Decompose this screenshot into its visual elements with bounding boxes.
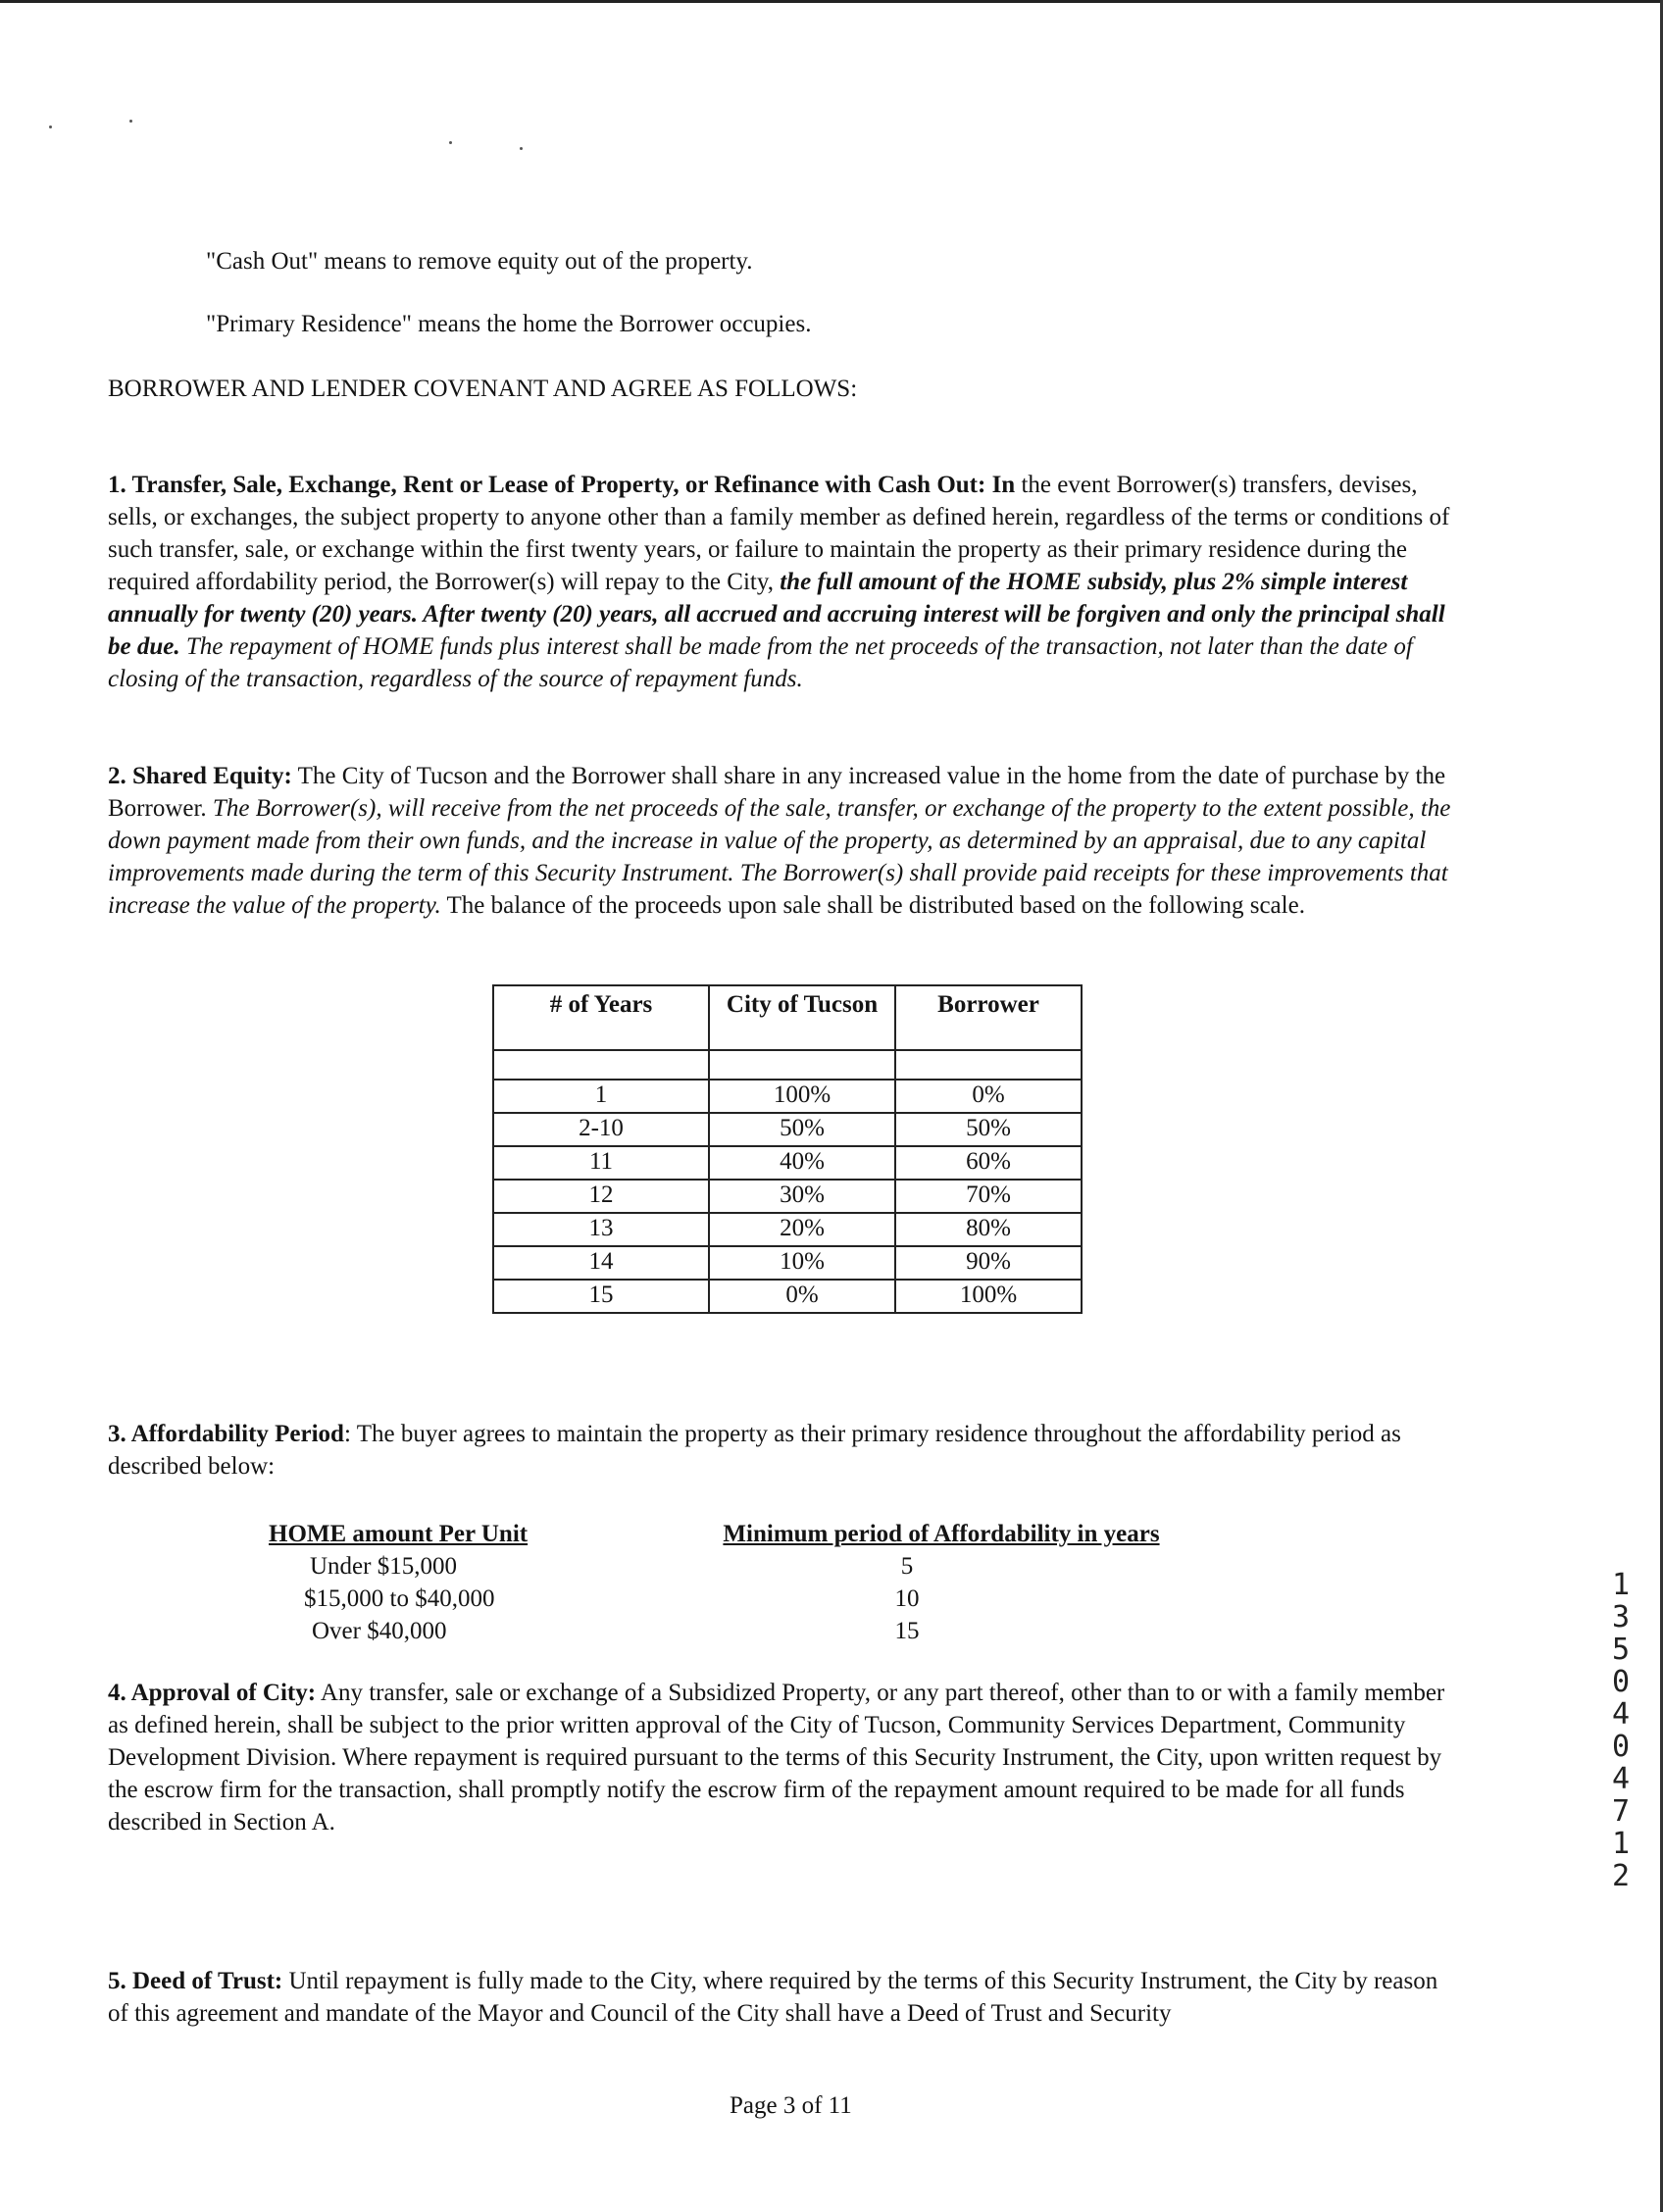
table-row [493, 1213, 1082, 1246]
table-cell-city: 0% [709, 1280, 895, 1313]
section-2-title: 2. Shared Equity: [108, 763, 292, 789]
affordability-amount: Under $15,000 [310, 1553, 457, 1580]
section-5-title: 5. Deed of Trust: [108, 1968, 283, 1994]
affordability-years: 15 [894, 1618, 920, 1644]
section-1-emphasis: the full amount of the HOME subsidy, plus 2% simple interest annually for twenty (20) years. After twenty (20) years, all accrued and accruing interest will be forgiven and only the principal shall be due. [108, 569, 1445, 660]
table-cell-city: 100% [709, 1080, 895, 1113]
table-cell-borrower: 70% [895, 1180, 1082, 1213]
table-cell-years: 1 [493, 1080, 709, 1113]
definition-cash-out: "Cash Out" means to remove equity out of the property. [206, 248, 753, 275]
section-2-paragraph [108, 760, 1461, 922]
table-row [493, 1280, 1082, 1313]
definition-primary-residence: "Primary Residence" means the home the Borrower occupies. [206, 311, 812, 337]
table-cell-city: 50% [709, 1113, 895, 1146]
table-row [493, 1080, 1082, 1113]
scan-speck [520, 147, 523, 150]
table-cell-borrower: 80% [895, 1213, 1082, 1246]
affordability-amount-column [269, 1518, 528, 1647]
affordability-amount-header: HOME amount Per Unit [269, 1521, 529, 1547]
table-cell-city: 30% [709, 1180, 895, 1213]
scan-border-top [0, 0, 1663, 3]
table-row [493, 1113, 1082, 1146]
section-1-title: 1. Transfer, Sale, Exchange, Rent or Lease of Property, or Refinance with Cash Out: In [108, 472, 1016, 498]
affordability-years: 10 [894, 1585, 920, 1612]
table-row [493, 1180, 1082, 1213]
table-cell-borrower: 50% [895, 1113, 1082, 1146]
affordability-amount: $15,000 to $40,000 [304, 1585, 495, 1612]
affordability-years: 5 [900, 1553, 914, 1580]
table-cell-years: 11 [493, 1146, 709, 1180]
affordability-years-header: Minimum period of Affordability in years [723, 1521, 1160, 1547]
table-cell-borrower: 60% [895, 1146, 1082, 1180]
scan-speck [129, 120, 132, 123]
section-3-title: 3. Affordability Period [108, 1421, 344, 1447]
scan-speck [449, 141, 452, 144]
section-2-text-end: The balance of the proceeds upon sale shall be distributed based on the following scale. [440, 892, 1305, 919]
table-cell-borrower: 90% [895, 1246, 1082, 1280]
table-cell-years: 13 [493, 1213, 709, 1246]
table-cell-borrower: 0% [895, 1080, 1082, 1113]
section-3-text: : The buyer agrees to maintain the property as their primary residence throughout the affordability period as described below: [108, 1421, 1401, 1480]
section-3-paragraph [108, 1418, 1461, 1483]
section-1-text: the event Borrower(s) transfers, devises, sells, or exchanges, the subject property to anyone other than a family member as defined herein, regardless of the terms or conditions of such transfer, sale, or exchange within the first twenty years, or failure to maintain the property as their primary residence during the required affordability period, the Borrower(s) will repay to the City, [108, 472, 1450, 595]
section-2-italic: The Borrower(s), will receive from the net proceeds of the sale, transfer, or exchange of the property to the extent possible, the down payment made from their own funds, and the increase in value of the property, as determined by an appraisal, due to any capital improvements made during the term of this Security Instrument. The Borrower(s) shall provide paid receipts for these improvements that increase the value of the property. [108, 795, 1451, 919]
table-header-years: # of Years [493, 985, 709, 1050]
affordability-years-column [698, 1518, 1184, 1647]
section-5-text: Until repayment is fully made to the City, where required by the terms of this Security Instrument, the City by reason of this agreement and mandate of the Mayor and Council of the City shall have a Deed of Trust and Security [108, 1968, 1438, 2027]
section-4-paragraph [108, 1677, 1461, 1838]
scan-speck [49, 126, 52, 128]
table-header-city: City of Tucson [709, 985, 895, 1050]
table-cell-years: 15 [493, 1280, 709, 1313]
table-cell-years: 14 [493, 1246, 709, 1280]
section-4-text: Any transfer, sale or exchange of a Subsidized Property, or any part thereof, other than to or with a family member as defined herein, shall be subject to the prior written approval of the City of Tucson, Community Services Department, Community Development Division. Where repayment is required pursuant to the terms of this Security Instrument, the City, upon written request by the escrow firm for the transaction, shall promptly notify the escrow firm of the repayment amount required to be made for all funds described in Section A. [108, 1680, 1445, 1835]
recording-number-stamp: 13504 04712 [1611, 1568, 1631, 1893]
table-cell-years: 2-10 [493, 1113, 709, 1146]
table-row [493, 1146, 1082, 1180]
section-2-text: The City of Tucson and the Borrower shall share in any increased value in the home from the date of purchase by the Borrower. [108, 763, 1446, 822]
table-header-borrower: Borrower [895, 985, 1082, 1050]
section-1-italic: The repayment of HOME funds plus interest shall be made from the net proceeds of the transaction, not later than the date of closing of the transaction, regardless of the source of repayment funds. [108, 633, 1413, 692]
covenant-heading: BORROWER AND LENDER COVENANT AND AGREE AS FOLLOWS: [108, 376, 858, 402]
table-cell-city: 40% [709, 1146, 895, 1180]
shared-equity-table [492, 984, 1083, 1314]
table-cell-city: 10% [709, 1246, 895, 1280]
table-cell-city: 20% [709, 1213, 895, 1246]
section-5-paragraph [108, 1965, 1461, 2030]
section-1-paragraph [108, 469, 1461, 695]
section-4-title: 4. Approval of City: [108, 1680, 317, 1706]
affordability-amount: Over $40,000 [312, 1618, 447, 1644]
table-row-blank [493, 1050, 1082, 1080]
page-number-footer: Page 3 of 11 [730, 2092, 852, 2119]
table-row [493, 1246, 1082, 1280]
table-cell-borrower: 100% [895, 1280, 1082, 1313]
table-cell-years: 12 [493, 1180, 709, 1213]
